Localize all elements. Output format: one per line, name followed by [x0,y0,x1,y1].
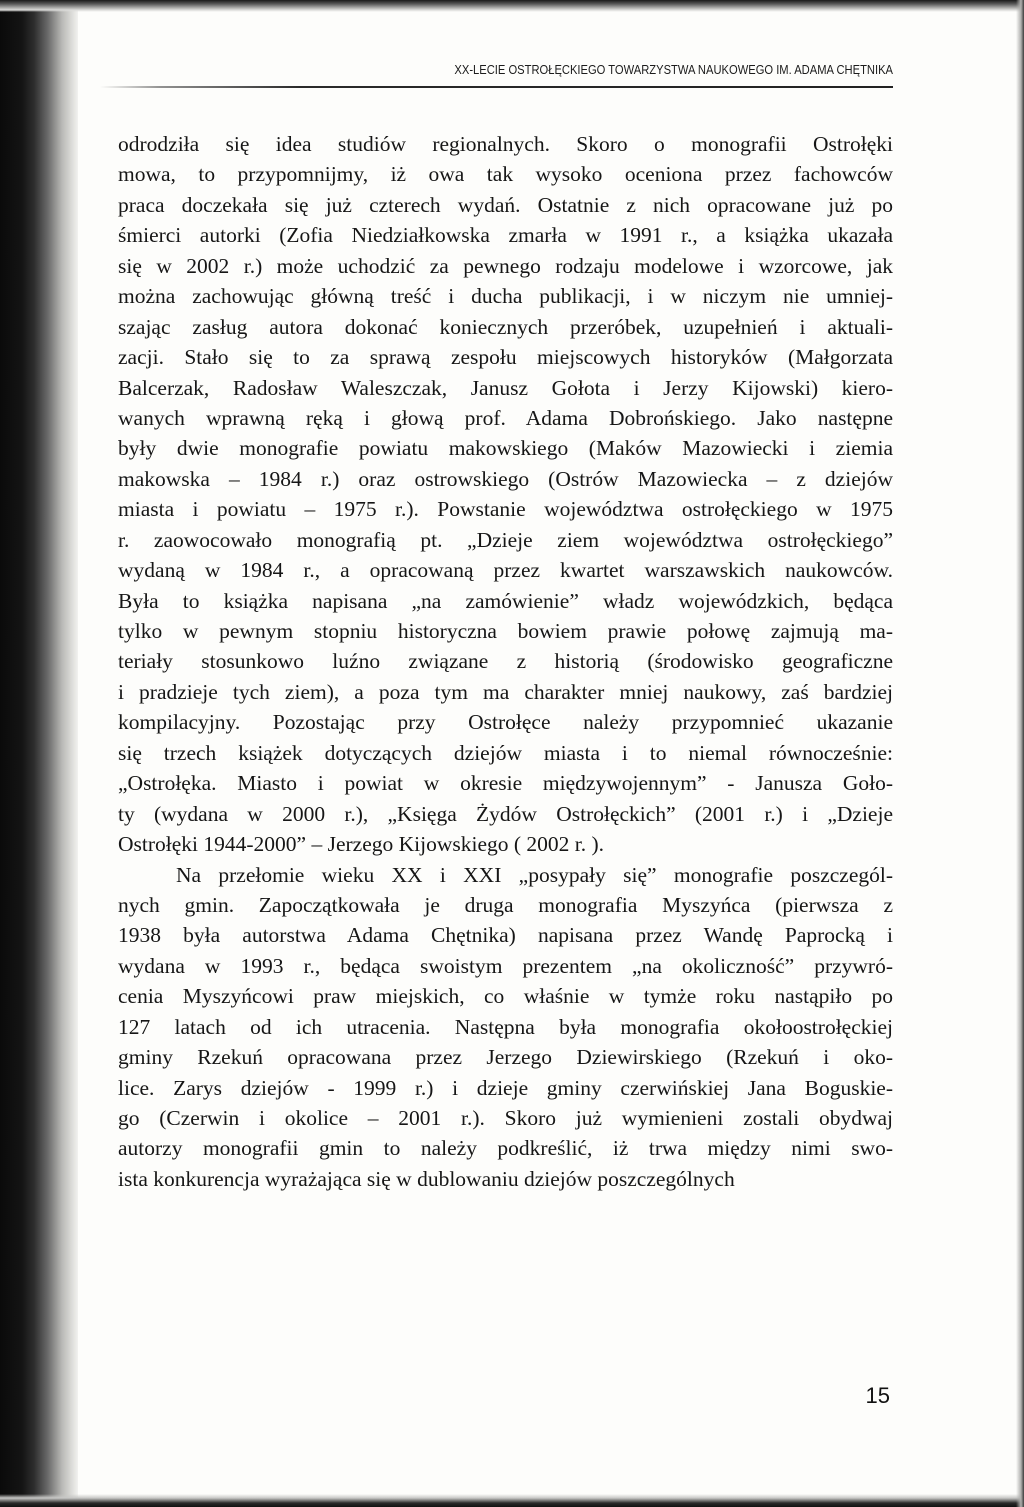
header-rule [100,86,893,88]
text-line: autorzy monografii gmin to należy podkreślić, iż trwa między nimi swo- [118,1136,893,1161]
text-line: śmierci autorki (Zofia Niedziałkowska zmarła w 1991 r., a książka ukazała [118,223,893,248]
text-line: go (Czerwin i okolice – 2001 r.). Skoro już wymienieni zostali obydwaj [118,1106,893,1130]
text-line: kompilacyjny. Pozostając przy Ostrołęce należy przypomnieć ukazanie [118,710,893,735]
paragraph [118,129,893,860]
scan-bottom-edge [0,1494,1024,1507]
text-line: były dwie monografie powiatu makowskiego (Maków Mazowiecki i ziemia [118,436,893,461]
text-line: mowa, to przypomnijmy, iż owa tak wysoko oceniona przez fachowców [118,162,893,187]
text-line: „Ostrołęka. Miasto i powiat w okresie międzywojennym” - Janusza Goło- [118,771,893,796]
text-line: 127 latach od ich utracenia. Następna była monografia okołoostrołęckiej [118,1014,893,1039]
text-line: wydana w 1993 r., będąca swoistym prezentem „na okoliczność” przywró- [118,953,893,978]
running-header: XX-LECIE OSTROŁĘCKIEGO TOWARZYSTWA NAUKOWEGO IM. ADAMA CHĘTNIKA [454,62,893,77]
text-line: szając zasług autora dokonać koniecznych przeróbek, uzupełnień i aktuali- [118,314,893,339]
text-line: Ostrołęki 1944-2000” – Jerzego Kijowskiego ( 2002 r. ). [118,832,605,857]
text-line: Była to książka napisana „na zamówienie” władz wojewódzkich, będąca [118,588,893,613]
scan-top-edge [0,0,1024,12]
text-line: ista konkurencja wyrażająca się w dublowaniu dziejów poszczególnych [118,1166,735,1191]
text-line: ty (wydana w 2000 r.), „Księga Żydów Ostrołęckich” (2001 r.) i „Dzieje [118,801,893,826]
text-line: się w 2002 r.) może uchodzić za pewnego rodzaju modelowe i wzorcowe, jak [118,253,893,278]
text-line: i pradzieje tych ziem), a poza tym ma charakter mniej naukowy, zaś bardziej [118,679,893,704]
text-line: Na przełomie wieku XX i XXI „posypały się” monografie poszczegól- [176,862,893,887]
text-line: lice. Zarys dziejów - 1999 r.) i dzieje gminy czerwińskiej Jana Boguskie- [118,1075,893,1100]
text-line: zacji. Stało się to za sprawą zespołu miejscowych historyków (Małgorzata [118,345,893,370]
text-line: odrodziła się idea studiów regionalnych. Skoro o monografii Ostrołęki [118,132,893,156]
text-line: wanych wprawną ręką i głową prof. Adama Dobrońskiego. Jako następne [118,405,893,430]
text-line: gminy Rzekuń opracowana przez Jerzego Dziewirskiego (Rzekuń i oko- [118,1045,893,1070]
text-line: można zachowując główną treść i ducha publikacji, i w niczym nie umniej- [118,284,893,309]
body-text [118,129,893,1194]
text-line: makowska – 1984 r.) oraz ostrowskiego (Ostrów Mazowiecka – z dziejów [118,466,893,491]
scan-right-edge [1016,0,1024,1507]
text-line: praca doczekała się już czterech wydań. Ostatnie z nich opracowane już po [118,192,893,217]
text-line: się trzech książek dotyczących dziejów miasta i to niemal równocześnie: [118,740,893,765]
text-line: Balcerzak, Radosław Waleszczak, Janusz Gołota i Jerzy Kijowski) kiero- [118,375,893,400]
text-line: nych gmin. Zapoczątkowała je druga monografia Myszyńca (pierwsza z [118,892,893,917]
text-line: tylko w pewnym stopniu historyczna bowiem prawie połowę zajmują ma- [118,619,893,643]
paragraph [118,860,893,1195]
text-line: r. zaowocowało monografią pt. „Dzieje ziem województwa ostrołęckiego” [118,527,893,552]
text-line: cenia Myszyńcowi praw miejskich, co właśnie w tymże roku nastąpiło po [118,984,893,1009]
text-line: teriały stosunkowo luźno związane z historią (środowisko geograficzne [118,649,893,674]
text-line: wydaną w 1984 r., a opracowaną przez kwartet warszawskich naukowców. [118,558,893,583]
page-number: 15 [865,1383,890,1408]
text-line: miasta i powiatu – 1975 r.). Powstanie województwa ostrołęckiego w 1975 [118,497,893,522]
scan-binding-shadow [0,0,78,1507]
text-line: 1938 była autorstwa Adama Chętnika) napisana przez Wandę Paprocką i [118,923,893,948]
